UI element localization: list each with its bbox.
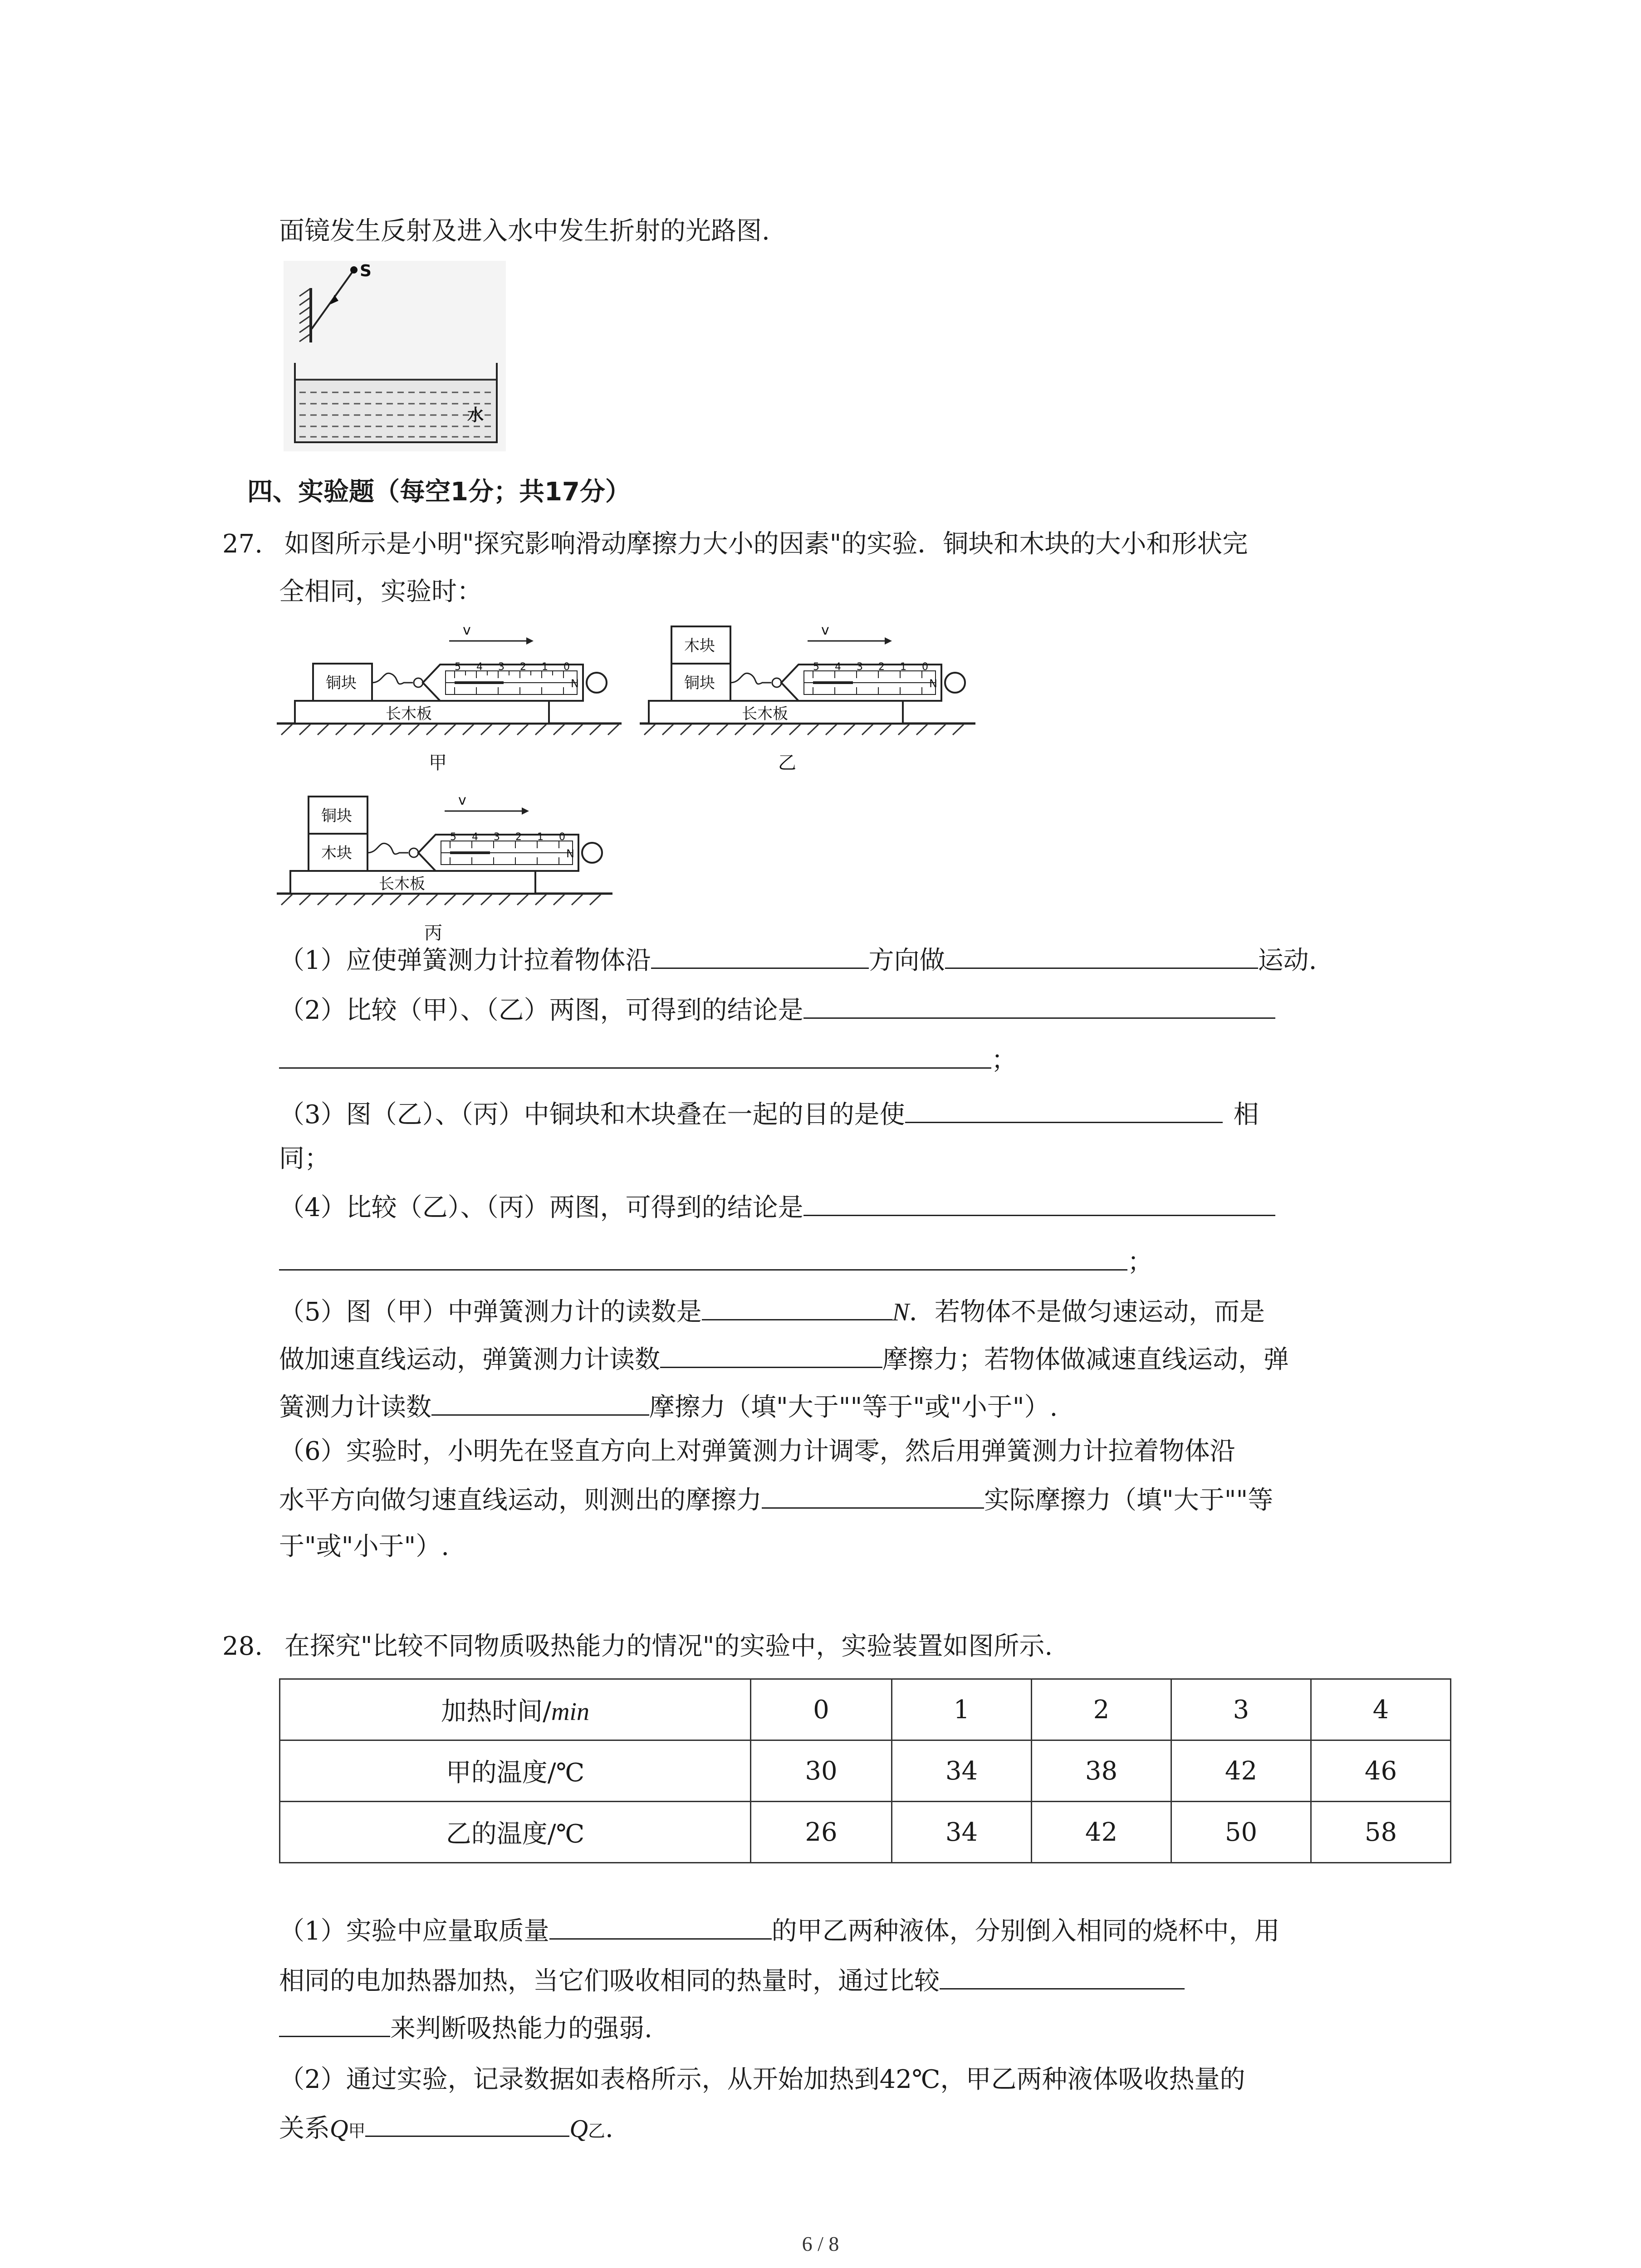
svg-text:0: 0 <box>922 661 928 673</box>
spring-scale <box>781 661 965 701</box>
q27-part5-line3 <box>279 1388 1058 1426</box>
caption-jia: 甲 <box>429 753 447 773</box>
svg-text:5: 5 <box>813 661 819 673</box>
svg-text:2: 2 <box>515 831 522 843</box>
q27-part6: （6）实验时，小明先在竖直方向上对弹簧测力计调零，然后用弹簧测力计拉着物体沿 <box>279 1437 1235 1466</box>
q27-part1 <box>279 941 1317 979</box>
svg-text:3: 3 <box>498 661 505 673</box>
svg-text:3: 3 <box>857 661 863 673</box>
svg-text:N: N <box>571 677 579 690</box>
svg-text:4: 4 <box>476 661 483 673</box>
row-label: 乙的温度/℃ <box>280 1802 751 1863</box>
q28-part2-line2 <box>279 2109 613 2149</box>
table-cell: 4 <box>1311 1679 1451 1740</box>
spring-scale <box>418 831 602 871</box>
text: （3）图（乙）、（丙）中铜块和木块叠在一起的目的是使 <box>279 1100 905 1129</box>
copper-label: 铜块 <box>326 674 357 692</box>
svg-text:4: 4 <box>472 831 478 843</box>
spring-scale <box>423 661 607 701</box>
svg-text:N: N <box>566 847 574 860</box>
answer-blank-3b[interactable] <box>279 1041 991 1069</box>
svg-text:4: 4 <box>835 661 841 673</box>
q27-part2 <box>279 991 1275 1029</box>
q27-part4 <box>279 1188 1275 1226</box>
answer-blank-9[interactable] <box>762 1481 984 1509</box>
table-cell: 30 <box>751 1740 892 1802</box>
text: （1）实验中应量取质量 <box>279 1916 549 1946</box>
text: 水平方向做匀速直线运动，则测出的摩擦力 <box>279 1486 762 1515</box>
text: 摩擦力（填"大于""等于"或"小于"）. <box>649 1393 1058 1422</box>
svg-text:5: 5 <box>455 661 461 673</box>
table-cell: 58 <box>1311 1802 1451 1863</box>
caption-yi: 乙 <box>778 753 796 773</box>
text: 方向做 <box>868 946 945 975</box>
copper-label: 铜块 <box>684 674 715 692</box>
table-cell: 42 <box>1171 1740 1311 1802</box>
text: （2）比较（甲）、（乙）两图，可得到的结论是 <box>279 996 803 1025</box>
board-label: 长木板 <box>379 875 425 893</box>
answer-blank-1[interactable] <box>651 941 869 969</box>
q26-tail-text: 面镜发生反射及进入水中发生折射的光路图. <box>279 216 770 246</box>
header-label: 加热时间/min <box>280 1679 751 1740</box>
caption-bing: 丙 <box>424 923 442 943</box>
table-cell: 2 <box>1032 1679 1171 1740</box>
answer-blank-8[interactable] <box>431 1388 649 1416</box>
text: 簧测力计读数 <box>279 1393 431 1422</box>
text: 运动. <box>1258 946 1317 975</box>
section-heading: 四、实验题（每空1分；共17分） <box>247 477 631 507</box>
svg-text:N: N <box>929 677 937 690</box>
svg-text:5: 5 <box>450 831 456 843</box>
text: 的甲乙两种液体，分别倒入相同的烧杯中，用 <box>771 1916 1280 1946</box>
table-cell: 26 <box>751 1802 892 1863</box>
board-label: 长木板 <box>386 705 432 723</box>
figure-yi <box>640 615 985 778</box>
svg-text:v: v <box>821 622 829 638</box>
table-row <box>280 1740 1451 1802</box>
q27-part5 <box>279 1293 1265 1330</box>
q-symbol: Q <box>330 2115 348 2143</box>
answer-blank-3[interactable] <box>803 991 1275 1019</box>
row-label: 甲的温度/℃ <box>280 1740 751 1802</box>
wood-label: 木块 <box>321 844 352 862</box>
q26-figure <box>284 261 506 451</box>
text: ．若物体不是做匀速运动，而是 <box>909 1297 1265 1327</box>
text: （1）应使弹簧测力计拉着物体沿 <box>279 946 651 975</box>
subscript-yi: 乙 <box>588 2121 605 2141</box>
source-label: S <box>360 262 372 280</box>
q28-part1-line3 <box>279 2009 652 2047</box>
table-cell: 42 <box>1032 1802 1171 1863</box>
answer-blank-11b[interactable] <box>279 2009 390 2037</box>
svg-text:v: v <box>458 792 466 808</box>
light-source-point <box>350 266 358 274</box>
q28-part1 <box>279 1912 1280 1950</box>
text: 来判断吸热能力的强弱. <box>390 2014 652 2043</box>
svg-text:3: 3 <box>494 831 500 843</box>
svg-text:2: 2 <box>878 661 885 673</box>
text: . <box>605 2114 613 2143</box>
text: （4）比较（乙）、（丙）两图，可得到的结论是 <box>279 1193 803 1222</box>
subscript-jia: 甲 <box>348 2121 366 2141</box>
svg-text:2: 2 <box>520 661 526 673</box>
table-row <box>280 1802 1451 1863</box>
unit-n: N <box>892 1298 909 1326</box>
q27-number: 27. <box>222 529 263 559</box>
text: （5）图（甲）中弹簧测力计的读数是 <box>279 1297 702 1327</box>
board-label: 长木板 <box>742 705 788 723</box>
q27-part4-cont <box>279 1243 1153 1281</box>
svg-text:1: 1 <box>542 661 548 673</box>
text: ； <box>991 1046 1017 1075</box>
text: 关系 <box>279 2114 330 2143</box>
text: 相同的电加热器加热，当它们吸收相同的热量时，通过比较 <box>279 1966 940 1996</box>
text: 相 <box>1233 1100 1259 1129</box>
text: 摩擦力；若物体做减速直线运动，弹 <box>882 1345 1289 1374</box>
answer-blank-5[interactable] <box>803 1188 1275 1216</box>
svg-text:0: 0 <box>563 661 570 673</box>
q28-stem-text: 在探究"比较不同物质吸热能力的情况"的实验中，实验装置如图所示. <box>284 1632 1053 1661</box>
q27-stem-line2: 全相同，实验时： <box>279 577 482 606</box>
copper-label: 铜块 <box>321 807 352 825</box>
answer-blank-2[interactable] <box>945 941 1258 969</box>
q28-stem <box>222 1628 1053 1665</box>
table-header-row <box>280 1679 1451 1740</box>
answer-blank-5b[interactable] <box>279 1243 1127 1271</box>
text: ； <box>1127 1247 1153 1277</box>
q28-number: 28. <box>222 1632 263 1661</box>
q27-stem <box>222 526 1248 562</box>
q27-part2-cont <box>279 1041 1017 1079</box>
figure-jia <box>277 615 622 778</box>
answer-blank-12[interactable] <box>365 2109 569 2137</box>
q-symbol: Q <box>569 2115 588 2143</box>
text: 实际摩擦力（填"大于""等 <box>984 1486 1274 1515</box>
q27-stem-line1: 如图所示是小明"探究影响滑动摩擦力大小的因素"的实验．铜块和木块的大小和形状完 <box>284 529 1248 559</box>
answer-blank-10[interactable] <box>549 1912 772 1940</box>
q27-part5-line2 <box>279 1340 1289 1378</box>
q27-part3 <box>279 1095 1259 1133</box>
q28-part1-line2 <box>279 1962 1185 1999</box>
q27-part3-cont: 同； <box>279 1144 330 1173</box>
answer-blank-7[interactable] <box>660 1340 882 1368</box>
page-number: 6 / 8 <box>802 2232 839 2255</box>
answer-blank-6[interactable] <box>702 1293 892 1320</box>
svg-text:0: 0 <box>559 831 565 843</box>
table-cell: 1 <box>892 1679 1032 1740</box>
svg-text:v: v <box>463 622 471 638</box>
text: 做加速直线运动，弹簧测力计读数 <box>279 1345 660 1374</box>
table-cell: 3 <box>1171 1679 1311 1740</box>
table-cell: 34 <box>892 1802 1032 1863</box>
svg-text:1: 1 <box>900 661 906 673</box>
water-label: 水 <box>467 406 484 425</box>
q27-part6-line2 <box>279 1481 1273 1519</box>
table-cell: 38 <box>1032 1740 1171 1802</box>
table-cell: 46 <box>1311 1740 1451 1802</box>
answer-blank-11[interactable] <box>940 1962 1185 1989</box>
temperature-table <box>279 1678 1451 1863</box>
svg-text:1: 1 <box>537 831 544 843</box>
wood-label: 木块 <box>684 637 715 655</box>
q27-part6-line3: 于"或"小于"）. <box>279 1532 450 1561</box>
q28-part2: （2）通过实验，记录数据如表格所示，从开始加热到42℃，甲乙两种液体吸收热量的 <box>279 2065 1245 2094</box>
table-cell: 50 <box>1171 1802 1311 1863</box>
answer-blank-4[interactable] <box>905 1095 1223 1123</box>
figure-bing <box>277 785 622 948</box>
table-cell: 0 <box>751 1679 892 1740</box>
table-cell: 34 <box>892 1740 1032 1802</box>
